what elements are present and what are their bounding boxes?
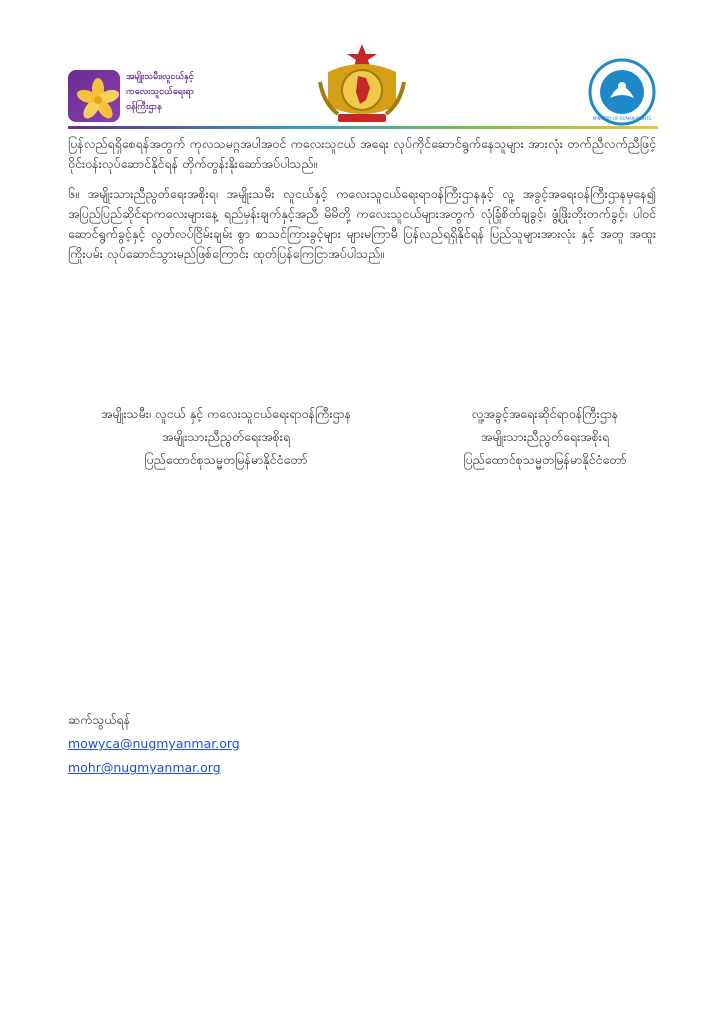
signature-line: အမျိုးသမီး၊ လူငယ် နှင့် ကလေးသူငယ်ရေးရာဝန်ကြီးဌာန bbox=[100, 406, 352, 421]
body-paragraph-2: ၆။ အမျိုးသားညီညွတ်ရေးအစိုးရ၊ အမျိုးသမီး လူငယ်နှင့် ကလေးသူငယ်ရေးရာဝန်ကြီးဌာနနှင့် လူ့ အခွင့်အရေးဝန်ကြီးဌာနမှနေ၍ အပြည်ပြည်ဆိုင်ရာကလေးများနေ့ ရည်မှန်းချက်နှင့်အညီ မိမိတို့ ကလေးသူငယ်များအတွက် လုံခြုံစိတ်ချခွင့်၊ ဖွံ့ဖြိုးတိုးတက်ခွင့်၊ ပါဝင်ဆောင်ရွက်ခွင့်နှင့် လွတ်လပ်ငြိမ်းချမ်း စွာ စာသင်ကြားခွင့်များ များမကြာမီ ပြန်လည်ရရှိနိုင်ရန် ပြည်သူများအားလုံး နှင့် အတူ အထူးကြိုးပမ်း လုပ်ဆောင်သွားမည်ဖြစ်ကြောင်း ထုတ်ပြန်ကြေငြာအပ်ပါသည်။ bbox=[68, 186, 656, 261]
letterhead bbox=[68, 40, 656, 132]
contact-label: ဆက်သွယ်ရန် bbox=[68, 712, 131, 727]
signature-block-right bbox=[420, 402, 670, 471]
ministry-of-human-rights-seal-icon bbox=[588, 58, 656, 126]
email-link-mohr[interactable]: mohr@nugmyanmar.org bbox=[68, 760, 221, 775]
signature-line: ပြည်ထောင်စုသမ္မတမြန်မာနိုင်ငံတော် bbox=[144, 452, 308, 467]
contact-section bbox=[68, 708, 240, 780]
state-emblem-icon bbox=[314, 42, 410, 126]
signature-line: လူ့အခွင့်အရေးဆိုင်ရာဝန်ကြီးဌာန bbox=[471, 406, 619, 421]
header-divider bbox=[68, 126, 658, 129]
email-link-mowyca[interactable]: mowyca@nugmyanmar.org bbox=[68, 736, 240, 751]
signature-line: အမျိုးသားညီညွတ်ရေးအစိုးရ bbox=[161, 429, 291, 444]
flower-logo-icon bbox=[68, 70, 120, 122]
ministry-name-left: အမျိုးသမီး၊လူငယ်နှင့် ကလေးသူငယ်ရေးရာ ဝန်ကြီးဌာန bbox=[126, 72, 195, 112]
signature-line: ပြည်ထောင်စုသမ္မတမြန်မာနိုင်ငံတော် bbox=[463, 452, 627, 467]
signature-line: အမျိုးသားညီညွတ်ရေးအစိုးရ bbox=[480, 429, 610, 444]
body-paragraph-1: ပြန်လည်ရရှိစေရန်အတွက် ကုလသမဂ္ဂအပါအဝင် ကလေးသူငယ် အရေး လုပ်ကိုင်ဆောင်ရွက်နေသူများ အားလုံး တက်ညီလက်ညီဖြင့် ဝိုင်းဝန်းလုပ်ဆောင်နိုင်ရန် တိုက်တွန်းနိုးဆော်အပ်ပါသည်။ bbox=[68, 136, 656, 171]
signature-block-left bbox=[56, 402, 396, 471]
svg-text:MINISTRY OF HUMAN RIGHTS: MINISTRY OF HUMAN RIGHTS bbox=[592, 116, 652, 121]
